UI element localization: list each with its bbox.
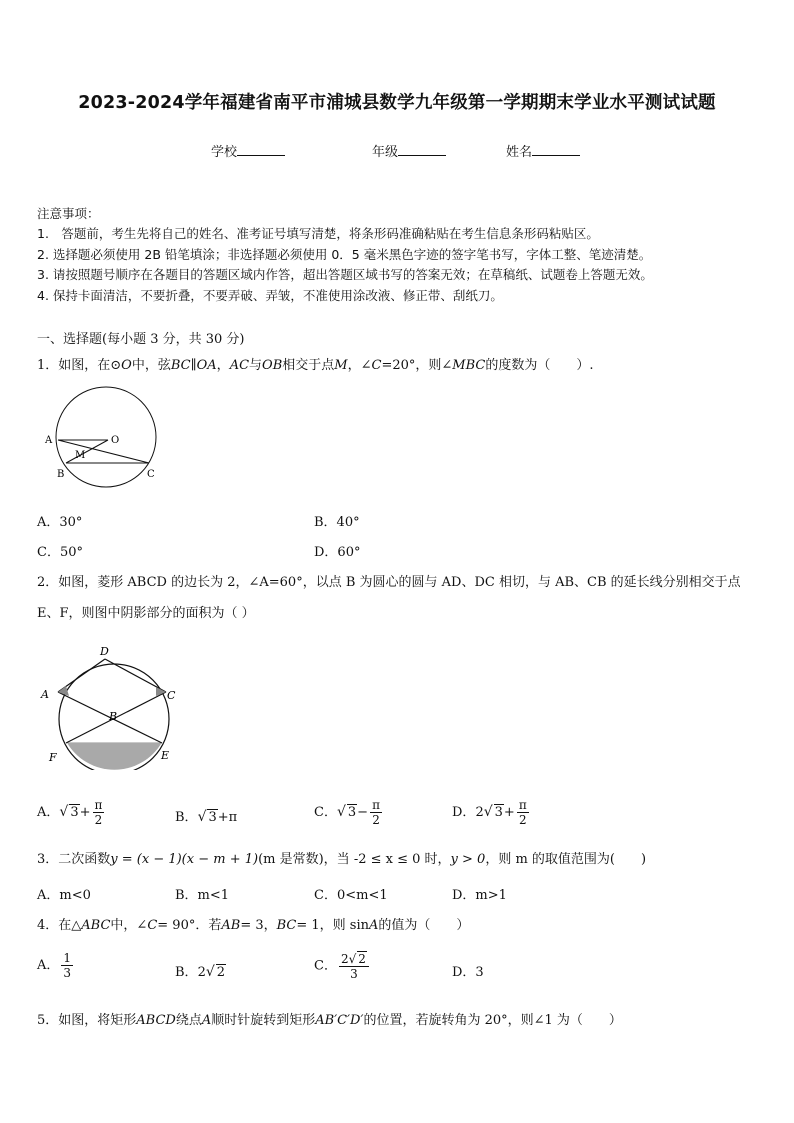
question-1-figure — [38, 385, 168, 495]
name-field[interactable] — [506, 141, 580, 160]
q1-option-a[interactable]: A．30° — [37, 515, 83, 530]
q3-option-d[interactable]: D．m>1 — [452, 888, 507, 903]
name-blank[interactable] — [532, 143, 580, 156]
grade-blank[interactable] — [398, 143, 446, 156]
school-label: 学校 — [211, 145, 238, 160]
q1-option-c[interactable]: C．50° — [37, 545, 83, 560]
shaded-sector — [67, 742, 162, 769]
q2-option-a[interactable]: A．√ 3+ $\frac{\pi}{2}$ — [37, 798, 103, 827]
label-b: B — [109, 710, 118, 723]
q1-option-d[interactable]: D．60° — [314, 545, 361, 560]
grade-label: 年级 — [372, 145, 399, 160]
question-1-stem: 1．如图，在⊙O中，弦BC∥OA，AC与OB相交于点M，∠C=20°，则∠MBC的度数为（ ）. — [37, 358, 594, 373]
question-3-stem: 3．二次函数y = (x − 1)(x − m + 1)(m 是常数)，当 -2 ≤ x ≤ 0 时，y > 0，则 m 的取值范围为( ) — [37, 852, 647, 867]
label-a: A — [45, 435, 53, 446]
note-item: 1. 答题前，考生先将自己的姓名、准考证号填写清楚，将条形码准确粘贴在考生信息条形码粘贴区。 — [37, 226, 599, 241]
q3-option-c[interactable]: C．0<m<1 — [314, 888, 388, 903]
note-item: 3. 请按照题号顺序在各题目的答题区域内作答，超出答题区域书写的答案无效；在草稿纸、试题卷上答题无效。 — [37, 267, 653, 282]
q4-option-b[interactable]: B．2√ 2 — [175, 964, 226, 980]
q2-option-c[interactable]: C．√ 3− $\frac{\pi}{2}$ — [314, 798, 380, 827]
q1-option-b[interactable]: B．40° — [314, 515, 360, 530]
question-4-stem: 4．在△ABC中，∠C= 90°．若AB= 3，BC= 1，则 sinA的值为（ ） — [37, 918, 470, 933]
q2-option-b[interactable]: B．√ 3+π — [175, 809, 238, 825]
q4-option-d[interactable]: D．3 — [452, 965, 484, 980]
question-2-figure — [38, 640, 178, 770]
label-c: C — [147, 469, 155, 480]
note-item: 4. 保持卡面清洁，不要折叠，不要弄破、弄皱，不准使用涂改液、修正带、刮纸刀。 — [37, 288, 503, 303]
q3-option-a[interactable]: A．m<0 — [37, 888, 91, 903]
school-field[interactable] — [211, 141, 285, 160]
question-2-line1: 2．如图，菱形 ABCD 的边长为 2，∠A=60°，以点 B 为圆心的圆与 AD、DC 相切，与 AB、CB 的延长线分别相交于点 — [37, 575, 741, 590]
question-2-line2: E、F，则图中阴影部分的面积为（ ） — [37, 606, 255, 621]
notes-heading: 注意事项： — [37, 206, 100, 221]
label-a: A — [41, 688, 49, 701]
label-d: D — [100, 645, 109, 658]
section-heading: 一、选择题(每小题 3 分，共 30 分) — [37, 332, 245, 347]
q3-option-b[interactable]: B．m<1 — [175, 888, 230, 903]
side-dc — [105, 659, 166, 692]
q4-option-c[interactable]: C． $\frac{2√ 2}{3}$ — [314, 951, 371, 981]
q4-option-a[interactable]: A． $\frac{1}{3}$ — [37, 951, 72, 980]
label-f: F — [49, 751, 57, 764]
label-c: C — [167, 689, 176, 702]
label-o: O — [111, 435, 120, 446]
question-5-stem: 5．如图，将矩形ABCD绕点A顺时针旋转到矩形AB′C′D′的位置，若旋转角为 20°，则∠1 为（ ） — [37, 1013, 622, 1028]
page-title: 2023-2024学年福建省南平市浦城县数学九年级第一学期期末学业水平测试试题 — [78, 93, 716, 113]
q2-option-d[interactable]: D．2√ 3+ $\frac{\pi}{2}$ — [452, 798, 527, 827]
name-label: 姓名 — [506, 145, 533, 160]
label-m: M — [75, 450, 86, 461]
circle-outline — [56, 387, 156, 487]
label-e: E — [161, 749, 170, 762]
school-blank[interactable] — [237, 143, 285, 156]
label-b: B — [57, 469, 65, 480]
note-item: 2. 选择题必须使用 2B 铅笔填涂；非选择题必须使用 0．5 毫米黑色字迹的签字笔书写，字体工整、笔迹清楚。 — [37, 247, 652, 262]
grade-field[interactable] — [372, 141, 446, 160]
